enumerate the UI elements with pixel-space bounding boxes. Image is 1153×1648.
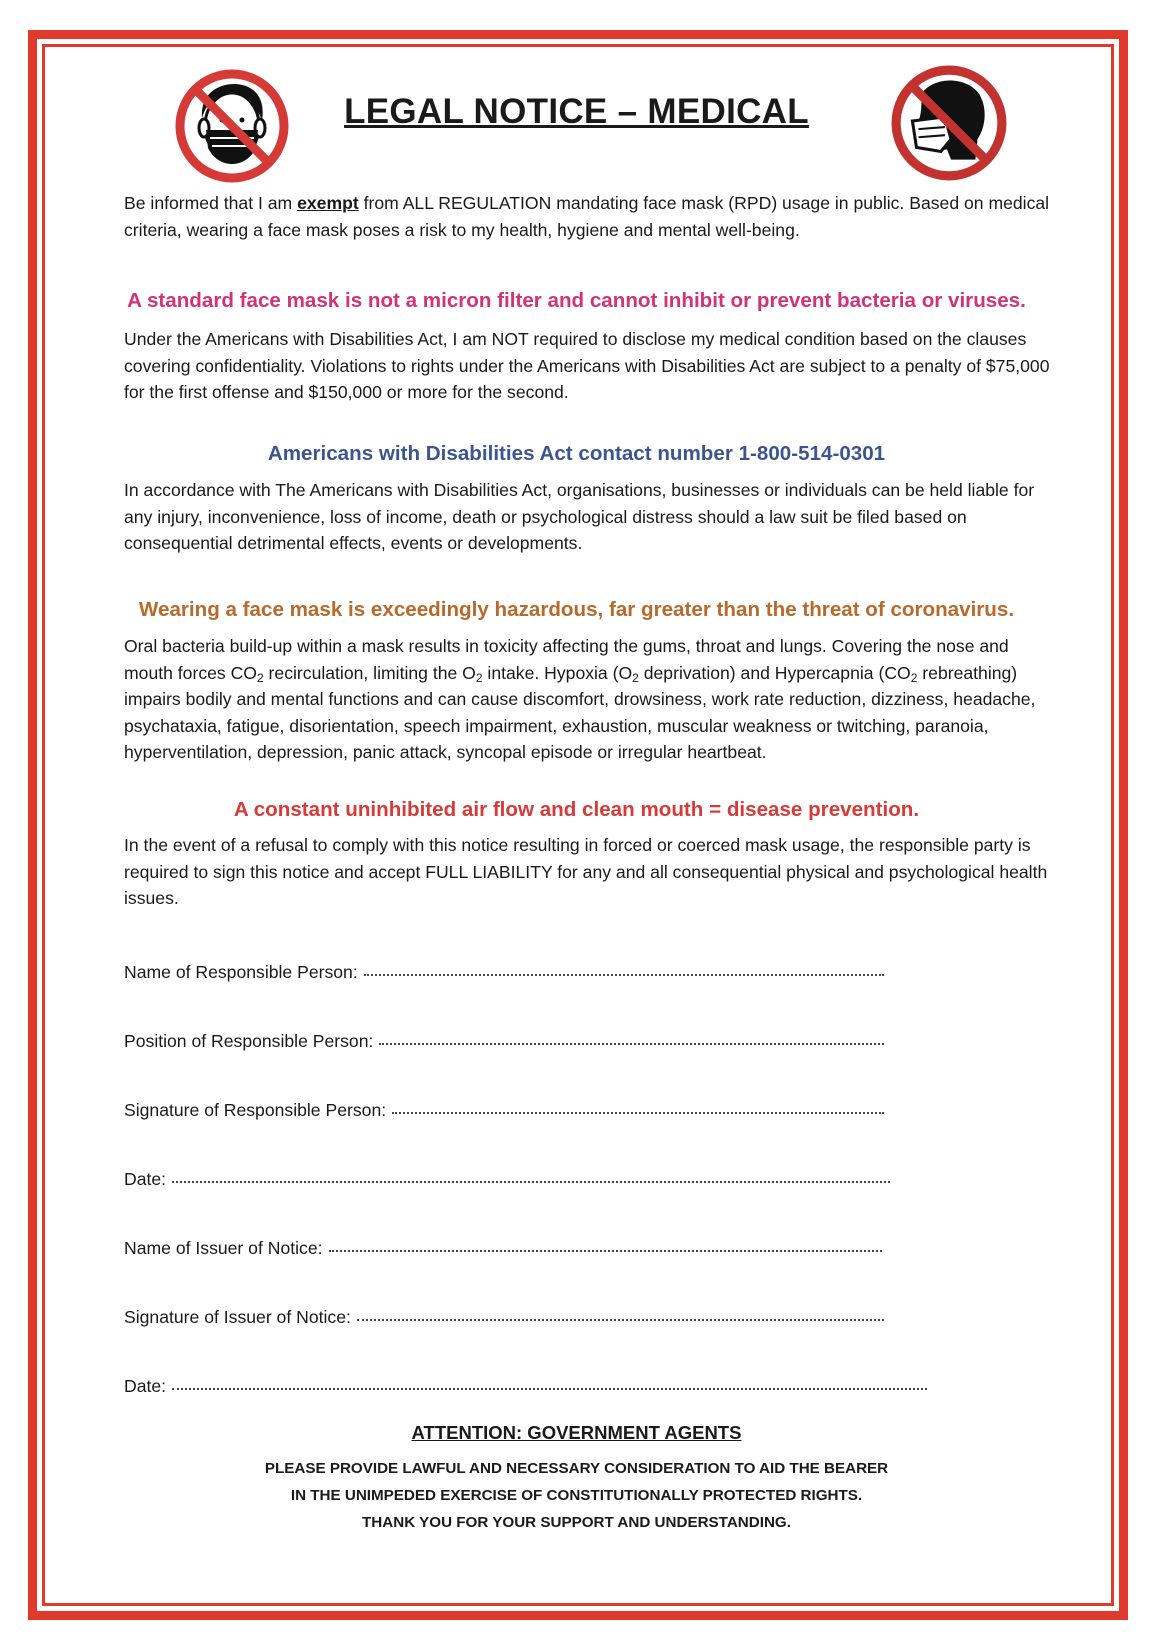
exempt-keyword: exempt: [297, 193, 359, 213]
signature-line[interactable]: [357, 1318, 884, 1321]
subscript: 2: [475, 670, 483, 685]
attention-line-2: IN THE UNIMPEDED EXERCISE OF CONSTITUTIONALLY PROTECTED RIGHTS.: [290, 1487, 863, 1504]
signature-line[interactable]: [329, 1249, 882, 1252]
hazard-text-4: deprivation) and Hypercapnia (CO: [638, 662, 911, 683]
field-label: Date:: [124, 1376, 167, 1396]
section-body-refusal: In the event of a refusal to comply with this notice resulting in forced or coerced mask usage, the responsible party is required to sign this notice and accept FULL LIABILITY for any and all consequential physical and psychological health issues.: [124, 835, 1048, 908]
field-label: Name of Responsible Person:: [124, 962, 358, 982]
section-body-ada: Under the Americans with Disabilities Act, I am NOT required to disclose my medical condition based on the clauses covering confidentiality. Violations to rights under the Americans with Disabilities Act are subject to a penalty of $75,000 for the first offense and $150,000 or more for the second.: [124, 329, 1050, 402]
signature-line[interactable]: [392, 1111, 884, 1114]
attention-title: ATTENTION: GOVERNMENT AGENTS: [411, 1422, 742, 1443]
field-position-responsible[interactable]: [124, 1031, 884, 1052]
hazard-text-2: recirculation, limiting the O: [263, 662, 476, 683]
intro-paragraph: [124, 190, 1054, 243]
field-date-1[interactable]: [124, 1169, 890, 1190]
field-label: Signature of Responsible Person:: [124, 1100, 387, 1120]
field-label: Name of Issuer of Notice:: [124, 1238, 323, 1258]
signature-line[interactable]: [172, 1387, 927, 1390]
hazard-text-1: Oral bacteria build-up within a mask results in toxicity affecting the gums, throat and lungs. Covering the nose and mouth forces CO: [124, 636, 1009, 683]
field-label: Signature of Issuer of Notice:: [124, 1307, 351, 1327]
field-label: Position of Responsible Person:: [124, 1031, 374, 1051]
field-label: Date:: [124, 1169, 167, 1189]
section-body-liability: In accordance with The Americans with Disabilities Act, organisations, businesses or individuals can be held liable for any injury, inconvenience, loss of income, death or psychological distress should a law suit be filed based on consequential detrimental effects, events or developments.: [124, 480, 1035, 553]
section-heading-hazard: Wearing a face mask is exceedingly hazardous, far greater than the threat of coronavirus.: [138, 598, 1015, 621]
field-date-2[interactable]: [124, 1376, 927, 1397]
signature-line[interactable]: [364, 973, 884, 976]
field-signature-issuer[interactable]: [124, 1307, 884, 1328]
subscript: 2: [632, 670, 639, 685]
field-name-issuer[interactable]: [124, 1238, 882, 1259]
subscript: 2: [256, 670, 264, 685]
intro-text-start: Be informed that I am: [124, 193, 298, 213]
intro-text-end: from ALL REGULATION mandating face mask (RPD) usage in public. Based on medical criteria, wearing a face mask poses a risk to my health, hygiene and mental well-being.: [124, 193, 1050, 240]
section-body-hazard: [124, 633, 1054, 766]
attention-line-1: PLEASE PROVIDE LAWFUL AND NECESSARY CONSIDERATION TO AID THE BEARER: [264, 1460, 889, 1477]
page-border-inner: [42, 44, 1114, 1606]
field-signature-responsible[interactable]: [124, 1100, 884, 1121]
section-heading-filter: A standard face mask is not a micron filter and cannot inhibit or prevent bacteria or viruses.: [127, 289, 1026, 312]
attention-line-3: THANK YOU FOR YOUR SUPPORT AND UNDERSTANDING.: [362, 1514, 791, 1531]
subscript: 2: [910, 670, 918, 685]
hazard-text-5: rebreathing) impairs bodily and mental functions and can cause discomfort, drowsiness, work rate reduction, dizziness, headache, psychataxia, fatigue, disorientation, speech impairment, exhaustion, muscular weakness or twitching, paranoia, hyperventilation, depression, panic attack, syncopal episode or irregular heartbeat.: [124, 662, 1036, 762]
hazard-text-3: intake. Hypoxia (O: [482, 662, 633, 683]
page-title: LEGAL NOTICE – MEDICAL: [344, 92, 809, 131]
signature-line[interactable]: [172, 1180, 890, 1183]
signature-line[interactable]: [379, 1042, 884, 1045]
field-name-responsible[interactable]: [124, 962, 884, 983]
section-heading-contact: Americans with Disabilities Act contact number 1-800-514-0301: [267, 442, 886, 465]
section-heading-prevention: A constant uninhibited air flow and clean mouth = disease prevention.: [233, 798, 920, 821]
